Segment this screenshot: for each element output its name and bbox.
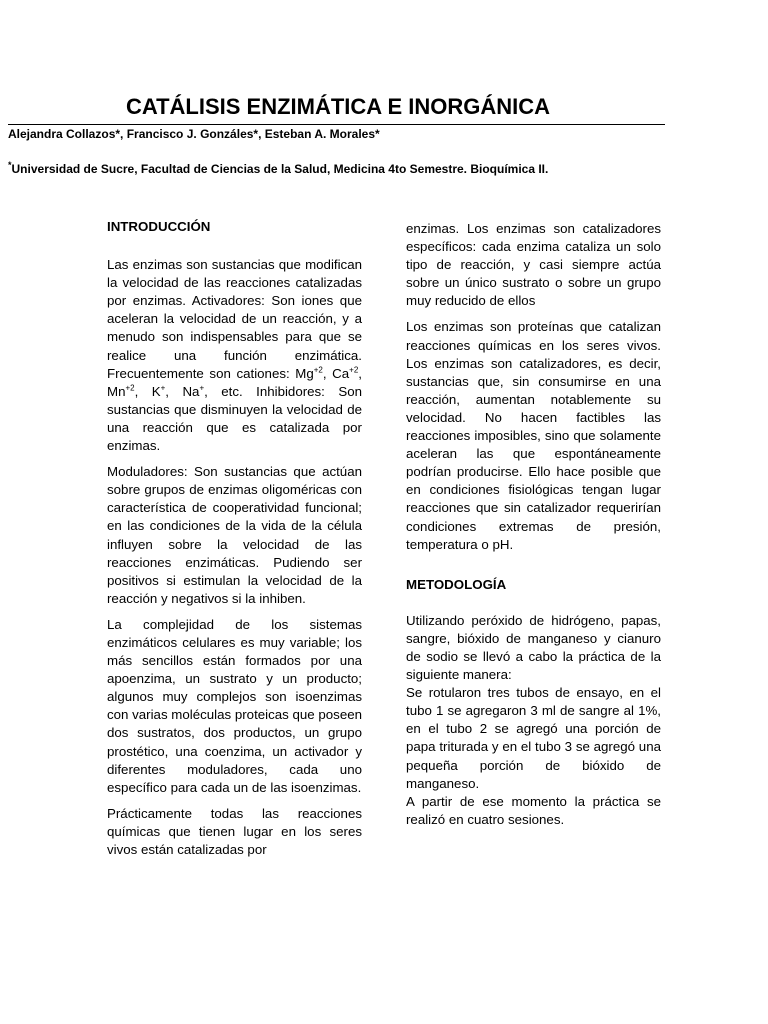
affiliation-text: Universidad de Sucre, Facultad de Ciencias de la Salud, Medicina 4to Semestre. Bioquímica II.	[11, 162, 549, 176]
method-paragraph-2: Se rotularon tres tubos de ensayo, en el tubo 1 se agregaron 3 ml de sangre al 1%, en el tubo 2 se agregó una porción de papa triturada y en el tubo 3 se agregó una pequeña porción de bióxido de manganeso.	[406, 685, 661, 791]
intro-paragraph-4: Prácticamente todas las reacciones químicas que tienen lugar en los seres vivos están catalizadas por	[107, 805, 362, 857]
left-column	[107, 218, 362, 867]
intro-paragraph-5: enzimas. Los enzimas son catalizadores específicos: cada enzima cataliza un solo tipo de reacción, y casi siempre actúa sobre un único sustrato o sobre un grupo muy reducido de ellos	[406, 221, 661, 309]
title-rule	[8, 124, 665, 125]
author-list: Alejandra Collazos*, Francisco J. Gonzáles*, Esteban A. Morales*	[8, 127, 380, 141]
affiliation	[8, 160, 548, 176]
affiliation-mark: *	[8, 160, 12, 170]
section-heading-introduccion: INTRODUCCIÓN	[107, 219, 211, 234]
intro-paragraph-2: Moduladores: Son sustancias que actúan sobre grupos de enzimas oligoméricas con característica de cooperatividad funcional; en las condiciones de la vida de la célula influyen sobre la velocidad de las reacciones enzimáticas. Pudiendo ser positivos si estimulan la velocidad de la reacción y negativos si la inhiben.	[107, 464, 362, 606]
right-column	[406, 220, 661, 837]
section-heading-metodologia: METODOLOGÍA	[406, 576, 507, 592]
intro-paragraph-6: Los enzimas son proteínas que catalizan reacciones químicas en los seres vivos. Los enzimas son catalizadores, es decir, sustancias que, sin consumirse en una reacción, aumentan notablemente su velocidad. No hacen factibles las reacciones imposibles, sino que solamente aceleran las que espontáneamente podrían producirse. Ello hace posible que en condiciones fisiológicas tengan lugar reacciones que sin catalizador requerirían condiciones extremas de presión, temperatura o pH.	[406, 319, 661, 552]
intro-paragraph-3: La complejidad de los sistemas enzimáticos celulares es muy variable; los más sencillos están formados por una apoenzima, un sustrato y un producto; algunos muy complejos son isoenzimas con varias moléculas proteicas que poseen dos sustratos, dos productos, un grupo prostético, una coenzima, un activador y diferentes moduladores, cada uno específico para cada un de las isoenzimas.	[107, 616, 363, 795]
method-paragraph-1: Utilizando peróxido de hidrógeno, papas, sangre, bióxido de manganeso y cianuro de sodio se llevó a cabo la práctica de la siguiente manera:	[406, 612, 661, 683]
intro-paragraph-1: Las enzimas son sustancias que modifican la velocidad de las reacciones catalizadas por enzimas. Activadores: Son iones que aceleran la velocidad de un reacción, y a menudo son indispensables para que se realice una función enzimática. Frecuentemente son cationes: $Mg^{+2}$, $Ca^{+2}$, $Mn^{+2}$, K+, Na+, etc. Inhibidores: Son sustancias que disminuyen la velocidad de una reacción que es catalizada por enzimas.	[107, 257, 362, 454]
paper-title: CATÁLISIS ENZIMÁTICA E INORGÁNICA	[125, 94, 551, 119]
method-paragraph-3: A partir de ese momento la práctica se realizó en cuatro sesiones.	[406, 793, 661, 827]
